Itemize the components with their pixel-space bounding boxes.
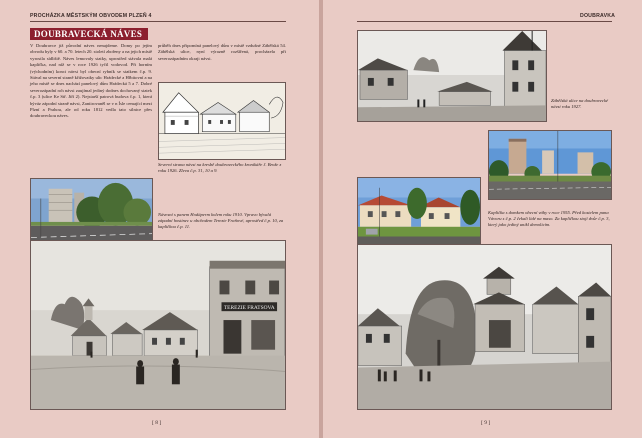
caption-1955: Kaplička s domkem obecní váhy v roce 1955. Před kostelem pana Vávoru s č.p. 2 čekali lidé na maso. Za kapličkou stojí dvůr č.p. 3, který jako jediný unikl demolicím.	[488, 210, 610, 227]
photo-old-square-1910	[30, 240, 286, 410]
caption-1927: Zábělská ulice na doubravecké návsi roku 1927.	[551, 98, 609, 109]
photo-modern-towers	[488, 130, 612, 200]
header-rule-right	[357, 21, 612, 22]
drawing-north-side	[158, 82, 286, 160]
section-title: DOUBRAVECKÁ NÁVES	[30, 28, 148, 40]
folio-left: [ 8 ]	[152, 420, 162, 426]
running-head-right: DOUBRAVKA	[580, 13, 616, 19]
photo-zabelska-1927	[357, 30, 547, 122]
body-text-column-1: V Doubravce již původní náves nenajdeme. Domy po jejím obvodu byly v 60. a 70. letech 20. století zbořeny a na jejich místě vyrostla sídliště. Náves lemovaly statky, uprostřed stávala malá kaplička, nad níž se v roce 1926 tyčil vodovod. Při horním (východním) konci návsi byl obecní rybník se statkem č.p. 9. Stával na severní straně křižovatky ulic Hrádecké a Hřbitovní a na jeho místě se dnes nachází panelový dům Hrádecká 5 a 7. Dobré severozápadní roh návsi zaujímal jediný dodnes dochovaný statek č.p. 3 (ulice Ke Stř. Jiří 2). Nejstarší patrová budova č.p. 1, která býváz zápodní straně návsi, Zaniirovaněl se v n Ísle cemající mezi Plzní a Prahou, ale od roku 1812 vedla tato silnice přes doubraveckou náves.	[30, 43, 152, 119]
header-rule-left	[30, 21, 286, 22]
body-text-column-2: průběh dnes připomíná panelový dům v místě vzdušné Zábělská 54. Zábělská ulice, nyní výrazně rozšířená, procházela při severozápadním okraji návsi.	[158, 43, 286, 61]
folio-right: [ 9 ]	[481, 420, 491, 426]
shop-sign-text: TEREZIE FRATSOVA	[223, 305, 275, 312]
caption-old-photo: Návesní s panem Hodáperm kolem roku 1910. Vpravo bývalá západní hostinec u obchodem Terezie Fraňové, uprostřed č.p. 10, za kapličkou č.p. 11.	[158, 212, 284, 229]
caption-drawing: Severní strana návsi na kresbě doubraveckého kronikáře J. Brože z roku 1926. Zleva č.p. 31, 10 a 9.	[158, 162, 282, 173]
running-head-left: PROCHÁZKA MĚSTSKÝM OBVODEM PLZEŇ 4	[30, 13, 152, 19]
photo-chapel-1955	[357, 244, 612, 410]
